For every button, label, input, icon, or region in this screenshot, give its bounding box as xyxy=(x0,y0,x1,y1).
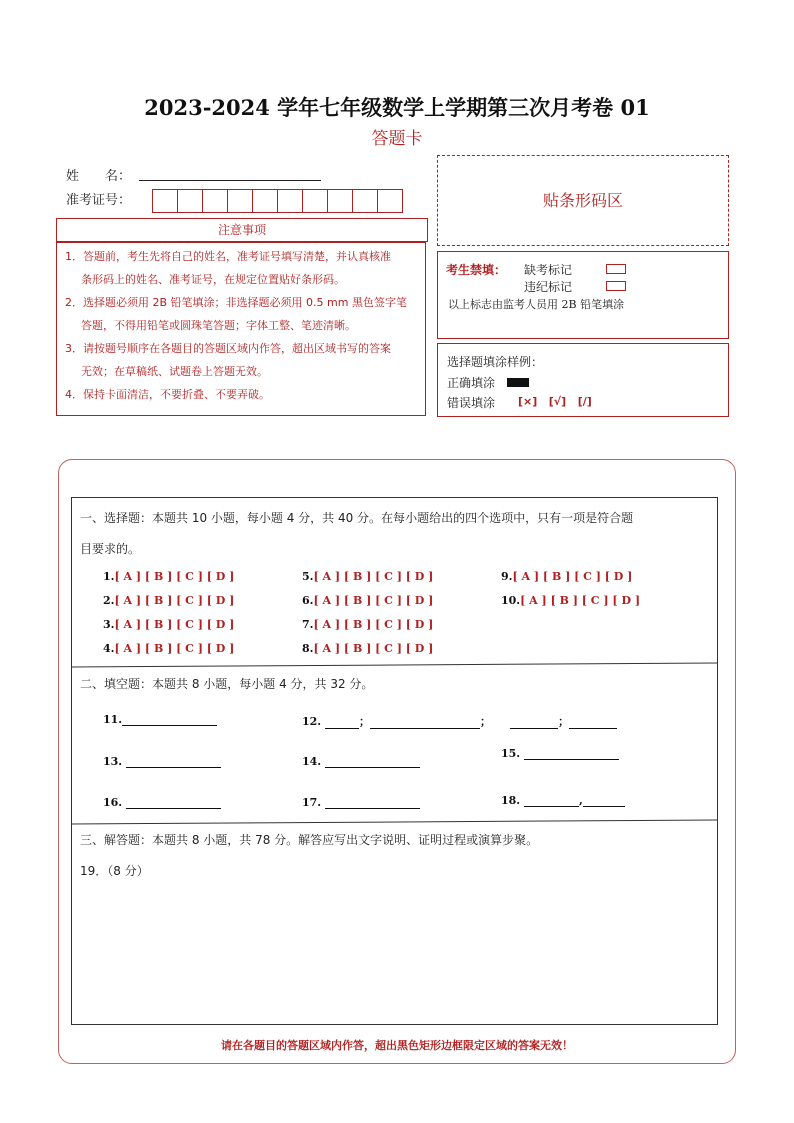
note-item: 答题，不得用铅笔或圆珠笔答题；字体工整、笔迹清晰。 xyxy=(81,319,356,332)
fill-example-title: 选择题填涂样例： xyxy=(447,355,544,369)
wrong-fill-label: 错误填涂 xyxy=(447,396,496,410)
id-cell[interactable] xyxy=(178,190,203,212)
section1-text-1: 一、选择题：本题共 10 小题，每小题 4 分，共 40 分。在每小题给出的四个选项中，只有一项是符合题 xyxy=(80,511,634,525)
fill-question-11[interactable]: 11. xyxy=(103,713,217,726)
notes-box xyxy=(56,242,426,416)
exam-status-label: 考生禁填： xyxy=(446,263,507,277)
id-cell[interactable] xyxy=(203,190,228,212)
correct-fill-sample xyxy=(507,378,529,387)
name-field[interactable] xyxy=(139,180,321,181)
violation-mark[interactable] xyxy=(606,281,626,291)
mc-question-1[interactable]: 1.[ A ] [ B ] [ C ] [ D ] xyxy=(103,570,235,583)
absent-mark[interactable] xyxy=(606,264,626,274)
id-cell[interactable] xyxy=(303,190,328,212)
section2-text: 二、填空题：本题共 8 小题，每小题 4 分，共 32 分。 xyxy=(80,677,374,691)
id-number-boxes[interactable] xyxy=(152,189,403,213)
section3-text: 三、解答题：本题共 8 小题，共 78 分。解答应写出文字说明、证明过程或演算步聚。 xyxy=(80,833,539,847)
fill-question-15[interactable]: 15. xyxy=(501,747,619,760)
fill-question-12[interactable]: 12. ； ； ； xyxy=(302,713,617,729)
wrong-fill-samples xyxy=(518,395,592,408)
correct-fill-label: 正确填涂 xyxy=(447,376,496,390)
fill-question-16[interactable]: 16. xyxy=(103,796,221,809)
footer-warning: 请在各题目的答题区域内作答，超出黑色矩形边框限定区域的答案无效！ xyxy=(221,1039,573,1052)
barcode-label: 贴条形码区 xyxy=(542,191,623,210)
id-cell[interactable] xyxy=(278,190,303,212)
mc-question-4[interactable]: 4.[ A ] [ B ] [ C ] [ D ] xyxy=(103,642,235,655)
id-cell[interactable] xyxy=(378,190,402,212)
wrong-mark-slash: [/] xyxy=(577,395,592,408)
fill-question-13[interactable]: 13. xyxy=(103,755,221,768)
id-label: 准考证号： xyxy=(66,193,132,208)
question-19-answer-area[interactable] xyxy=(76,890,712,1018)
exam-title: 2023-2024 学年七年级数学上学期第三次月考卷 01 xyxy=(144,95,650,120)
mc-question-3[interactable]: 3.[ A ] [ B ] [ C ] [ D ] xyxy=(103,618,235,631)
note-item: 3．请按题号顺序在各题目的答题区域内作答，超出区域书写的答案 xyxy=(65,342,391,355)
question-19-label: 19．（8 分） xyxy=(80,864,149,878)
barcode-area xyxy=(437,155,729,246)
mc-question-9[interactable]: 9.[ A ] [ B ] [ C ] [ D ] xyxy=(501,570,633,583)
fill-question-17[interactable]: 17. xyxy=(302,796,420,809)
answer-sheet-subtitle: 答题卡 xyxy=(371,129,423,149)
id-cell[interactable] xyxy=(328,190,353,212)
id-cell[interactable] xyxy=(253,190,278,212)
absent-label: 缺考标记 xyxy=(524,263,573,277)
mc-question-2[interactable]: 2.[ A ] [ B ] [ C ] [ D ] xyxy=(103,594,235,607)
mc-question-6[interactable]: 6.[ A ] [ B ] [ C ] [ D ] xyxy=(302,594,434,607)
id-cell[interactable] xyxy=(353,190,378,212)
wrong-mark-check: [√] xyxy=(548,395,567,408)
mc-question-7[interactable]: 7.[ A ] [ B ] [ C ] [ D ] xyxy=(302,618,434,631)
note-item: 条形码上的姓名、准考证号，在规定位置贴好条形码。 xyxy=(81,273,345,286)
mc-question-8[interactable]: 8.[ A ] [ B ] [ C ] [ D ] xyxy=(302,642,434,655)
fill-question-18[interactable]: 18. , xyxy=(501,794,625,807)
wrong-mark-x: [×] xyxy=(518,395,538,408)
name-label: 姓 名： xyxy=(66,169,132,184)
note-item: 无效；在草稿纸、试题卷上答题无效。 xyxy=(81,365,268,378)
note-item: 2．选择题必须用 2B 铅笔填涂；非选择题必须用 0.5 mm 黑色签字笔 xyxy=(65,296,407,309)
id-cell[interactable] xyxy=(153,190,178,212)
violation-label: 违纪标记 xyxy=(524,280,573,294)
section-divider-2 xyxy=(71,817,717,825)
exam-status-box xyxy=(437,251,729,339)
fill-question-14[interactable]: 14. xyxy=(302,755,420,768)
note-item: 4．保持卡面清洁，不要折叠、不要弄破。 xyxy=(65,388,270,401)
notes-heading: 注意事项 xyxy=(56,218,428,242)
section-divider-1 xyxy=(71,660,717,668)
exam-status-note: 以上标志由监考人员用 2B 铅笔填涂 xyxy=(448,298,625,311)
id-cell[interactable] xyxy=(228,190,253,212)
note-item: 1．答题前，考生先将自己的姓名，准考证号填写清楚，并认真核准 xyxy=(65,250,391,263)
mc-question-5[interactable]: 5.[ A ] [ B ] [ C ] [ D ] xyxy=(302,570,434,583)
fill-example-box xyxy=(437,343,729,417)
section1-text-2: 目要求的。 xyxy=(80,542,141,556)
mc-question-10[interactable]: 10.[ A ] [ B ] [ C ] [ D ] xyxy=(501,594,641,607)
